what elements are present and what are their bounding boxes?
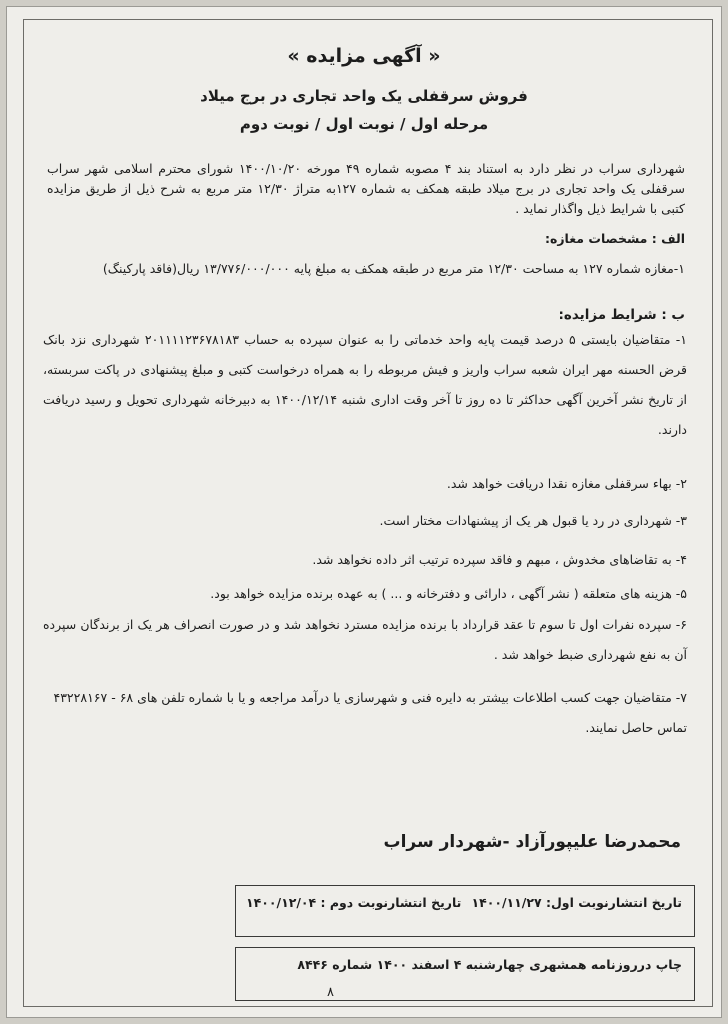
condition-item-4: ۴- به تقاضاهای مخدوش ، مبهم و فاقد سپرده ترتیب اثر داده نخواهد شد.: [312, 552, 687, 567]
notice-page: [6, 6, 722, 1018]
print-info-box: [235, 947, 695, 1001]
specs-heading: الف : مشخصات مغازه:: [544, 231, 685, 246]
mayor-signature: محمدرضا علیپورآزاد -شهردار سراب: [383, 832, 681, 852]
second-publication-date: تاریخ انتشارنوبت دوم : ۱۴۰۰/۱۲/۰۴: [246, 895, 462, 910]
print-note: چاپ درروزنامه همشهری چهارشنبه ۴ اسفند ۱۴۰۰ شماره ۸۴۴۶: [297, 957, 682, 972]
handwritten-mark: ۸: [327, 985, 334, 1000]
condition-item-7: ۷- متقاضیان جهت کسب اطلاعات بیشتر به دایره فنی و شهرسازی یا درآمد مراجعه و یا با شماره تلفن های ۶۸ - ۴۳۲۲۸۱۶۷ تماس حاصل نمایند.: [53, 690, 687, 735]
conditions-heading: ب : شرایط مزایده:: [558, 307, 685, 323]
condition-item-5: ۵- هزینه های متعلقه ( نشر آگهی ، دارائی و دفترخانه و ... ) به عهده برنده مزایده خواهد بود.: [210, 586, 687, 601]
notice-subtitle: فروش سرقفلی یک واحد تجاری در برج میلاد: [200, 87, 528, 105]
spec-item: ۱-مغازه شماره ۱۲۷ به مساحت ۱۲/۳۰ متر مربع در طبقه همکف به مبلغ پایه ۱۳/۷۷۶/۰۰۰/۰۰۰ ریال(فاقد پارکینگ): [102, 261, 685, 276]
condition-item-3: ۳- شهرداری در رد یا قبول هر یک از پیشنهادات مختار است.: [379, 513, 687, 528]
condition-item-2: ۲- بهاء سرقفلی مغازه نقدا دریافت خواهد شد.: [446, 476, 687, 491]
first-publication-date: تاریخ انتشارنوبت اول: ۱۴۰۰/۱۱/۲۷: [471, 895, 682, 910]
publication-dates-box: [235, 885, 695, 937]
condition-item-1: ۱- متقاضیان بایستی ۵ درصد قیمت پایه واحد خدماتی را به عنوان سپرده به حساب ۲۰۱۱۱۱۲۳۶۷۸۱۸۳ شهرداری نزد بانک قرض الحسنه مهر ایران شعبه سراب واریز و فیش مربوطه را به همراه درخواست کتبی و مبلغ پیشنهادی در پاکت سربسته، از تاریخ نشر آخرین آگهی حداکثر تا ده روز تا آخر وقت اداری شنبه ۱۴۰۰/۱۲/۱۴ به دبیرخانه شهرداری تحویل و رسید دریافت دارند.: [43, 332, 687, 437]
condition-item-6: ۶- سپرده نفرات اول تا سوم تا عقد قرارداد با برنده مزایده مسترد نخواهد شد و در صورت انصراف هر یک از برندگان سپرده آن به نفع شهرداری ضبط خواهد شد .: [43, 617, 687, 662]
intro-paragraph: شهرداری سراب در نظر دارد به استناد بند ۴ مصوبه شماره ۴۹ مورخه ۱۴۰۰/۱۰/۲۰ شورای محترم اسلامی شهر سراب سرقفلی یک واحد تجاری در برج میلاد طبقه همکف به شماره ۱۲۷به متراژ ۱۲/۳۰ متر مربع به شرح ذیل از طریق مزایده کتبی با شرایط ذیل واگذار نماید .: [47, 161, 686, 216]
notice-stage: مرحله اول / نوبت اول / نوبت دوم: [239, 115, 489, 133]
notice-title: « آگهی مزایده »: [287, 45, 441, 67]
